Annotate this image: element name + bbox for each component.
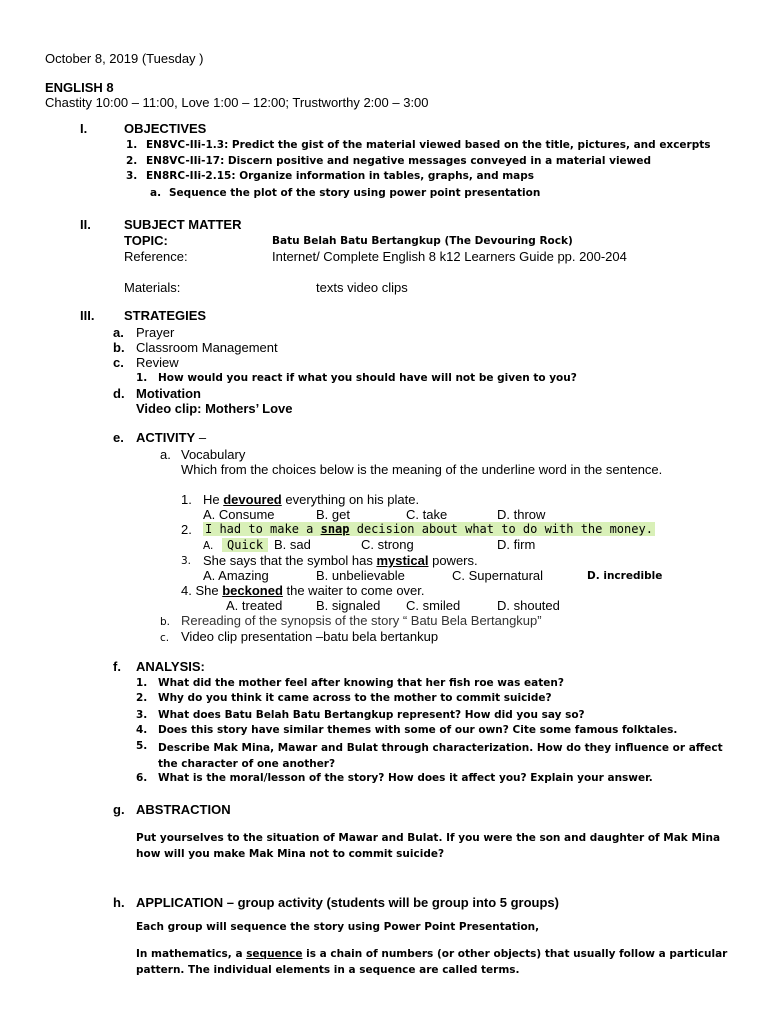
analysis-number: 2.	[136, 692, 148, 704]
underlined-word: devoured	[223, 492, 282, 507]
analysis-number: 4.	[136, 724, 148, 736]
analysis-question: What did the mother feel after knowing that her fish roe was eaten?	[158, 677, 564, 689]
analysis-number: 5.	[136, 740, 148, 752]
section-number: I.	[80, 121, 88, 136]
question-text: She says that the symbol has	[203, 553, 377, 568]
abstraction-text: Put yourselves to the situation of Mawar and Bulat. If you were the son and daughter of Mak Mina how will you make Mak Mina not to commit suicide?	[136, 832, 721, 860]
application-instruction: Each group will sequence the story using Power Point Presentation,	[136, 921, 540, 933]
vocab-question	[203, 553, 478, 568]
vocab-question-number: 2.	[181, 522, 192, 537]
list-letter: b.	[113, 340, 125, 355]
analysis-question: What is the moral/lesson of the story? How does it affect you? Explain your answer.	[158, 772, 653, 784]
choice: B. get	[316, 507, 350, 522]
choice: C. strong	[361, 537, 414, 552]
list-letter: a.	[113, 325, 124, 340]
vocab-question-number: 1.	[181, 492, 192, 507]
analysis-heading: ANALYSIS:	[136, 659, 205, 674]
class-schedule: Chastity 10:00 – 11:00, Love 1:00 – 12:00; Trustworthy 2:00 – 3:00	[45, 95, 429, 110]
question-text: decision about what to do with the money.	[349, 522, 653, 536]
lesson-date: October 8, 2019 (Tuesday )	[45, 51, 204, 66]
question-text: I had to make a	[205, 522, 321, 536]
videoclip-item: Video clip presentation –batu bela bertankup	[181, 629, 439, 644]
choice-letter: A.	[203, 540, 214, 552]
objectives-heading: OBJECTIVES	[124, 121, 207, 136]
choice: A. Amazing	[203, 568, 269, 583]
reference-value: Internet/ Complete English 8 k12 Learners Guide pp. 200-204	[272, 249, 627, 264]
underlined-word: beckoned	[222, 583, 283, 598]
choice: B. signaled	[316, 598, 381, 613]
underlined-word: snap	[320, 522, 350, 536]
activity-title: ACTIVITY	[136, 430, 196, 445]
review-question: How would you react if what you should have will not be given to you?	[158, 372, 577, 384]
definition-text: is a chain of numbers (or other objects) that usually follow a particular pattern. The individual elements in a sequence are called terms.	[136, 948, 728, 976]
objective-sub-letter: a.	[150, 187, 162, 199]
question-text: He	[203, 492, 224, 507]
choice: A. treated	[226, 598, 283, 613]
strategy-review: Review	[136, 355, 179, 370]
objective-number: 2.	[126, 155, 138, 167]
vocab-question-number: 3.	[181, 555, 192, 567]
underlined-word: mystical	[376, 553, 429, 568]
materials-label: Materials:	[124, 280, 181, 295]
choice: D. shouted	[497, 598, 560, 613]
analysis-number: 1.	[136, 677, 148, 689]
materials-value: texts video clips	[316, 280, 408, 295]
objective-item: EN8VC-IIi-17: Discern positive and negative messages conveyed in a material viewed	[146, 155, 652, 167]
section-number: III.	[80, 308, 95, 323]
objective-number: 3.	[126, 170, 138, 182]
analysis-number: 3.	[136, 709, 148, 721]
list-letter: f.	[113, 659, 121, 674]
question-text: everything on his plate.	[281, 492, 420, 507]
choice: B. sad	[274, 537, 311, 552]
analysis-question: What does Batu Belah Batu Bertangkup represent? How did you say so?	[158, 709, 585, 721]
objective-sub-item: Sequence the plot of the story using power point presentation	[169, 187, 541, 199]
list-letter: h.	[113, 895, 125, 910]
vocab-question	[203, 492, 419, 507]
strategy-motivation: Motivation	[136, 386, 201, 401]
application-heading: APPLICATION – group activity (students will be group into 5 groups)	[136, 895, 559, 910]
choice: D. firm	[497, 537, 536, 552]
analysis-number: 6.	[136, 772, 148, 784]
section-number: II.	[80, 217, 91, 232]
choice: B. unbelievable	[316, 568, 405, 583]
choice: A. Consume	[203, 507, 275, 522]
vocabulary-heading: Vocabulary	[181, 447, 246, 462]
question-text: the waiter to come over.	[282, 583, 425, 598]
analysis-question: Does this story have similar themes with some of our own? Cite some famous folktales.	[158, 724, 678, 736]
choice: D. throw	[497, 507, 546, 522]
strategy-classroom-management: Classroom Management	[136, 340, 278, 355]
strategy-prayer: Prayer	[136, 325, 175, 340]
subject-title: ENGLISH 8	[45, 80, 114, 95]
list-letter: e.	[113, 430, 124, 445]
objective-item: EN8RC-IIi-2.15: Organize information in tables, graphs, and maps	[146, 170, 535, 182]
strategies-heading: STRATEGIES	[124, 308, 207, 323]
objective-item: EN8VC-IIi-1.3: Predict the gist of the material viewed based on the title, pictures, and excerpts	[146, 139, 711, 151]
list-letter: c.	[113, 355, 124, 370]
rereading-item: Rereading of the synopsis of the story “ Batu Bela Bertangkup”	[181, 613, 542, 628]
topic-label: TOPIC:	[124, 233, 168, 248]
list-letter: b.	[160, 616, 171, 628]
underlined-word: sequence	[246, 948, 303, 960]
analysis-question: Why do you think it came across to the mother to commit suicide?	[158, 692, 552, 704]
activity-heading	[136, 430, 206, 445]
question-text: powers.	[428, 553, 478, 568]
topic-value: Batu Belah Batu Bertangkup (The Devouring Rock)	[272, 235, 573, 247]
vocabulary-instruction: Which from the choices below is the meaning of the underline word in the sentence.	[181, 462, 663, 477]
choice: D. incredible	[587, 570, 663, 582]
question-text: 4. She	[181, 583, 223, 598]
objective-number: 1.	[126, 139, 138, 151]
choice: C. smiled	[406, 598, 461, 613]
list-letter: g.	[113, 802, 125, 817]
abstraction-heading: ABSTRACTION	[136, 802, 231, 817]
vocab-question	[181, 583, 425, 598]
choice: C. Supernatural	[452, 568, 544, 583]
choice: C. take	[406, 507, 448, 522]
vocab-question	[203, 522, 655, 536]
list-letter: d.	[113, 386, 125, 401]
subject-matter-heading: SUBJECT MATTER	[124, 217, 242, 232]
activity-dash: –	[198, 430, 207, 445]
review-question-number: 1.	[136, 372, 148, 384]
choice: Quick	[222, 538, 268, 552]
analysis-question: Describe Mak Mina, Mawar and Bulat through characterization. How do they influence or affect the character of one another?	[158, 742, 723, 770]
list-letter: c.	[160, 632, 170, 644]
list-letter: a.	[160, 447, 171, 462]
definition-text: In mathematics, a	[136, 948, 247, 960]
sequence-definition	[136, 946, 736, 978]
motivation-video: Video clip: Mothers’ Love	[136, 401, 293, 416]
reference-label: Reference:	[124, 249, 188, 264]
